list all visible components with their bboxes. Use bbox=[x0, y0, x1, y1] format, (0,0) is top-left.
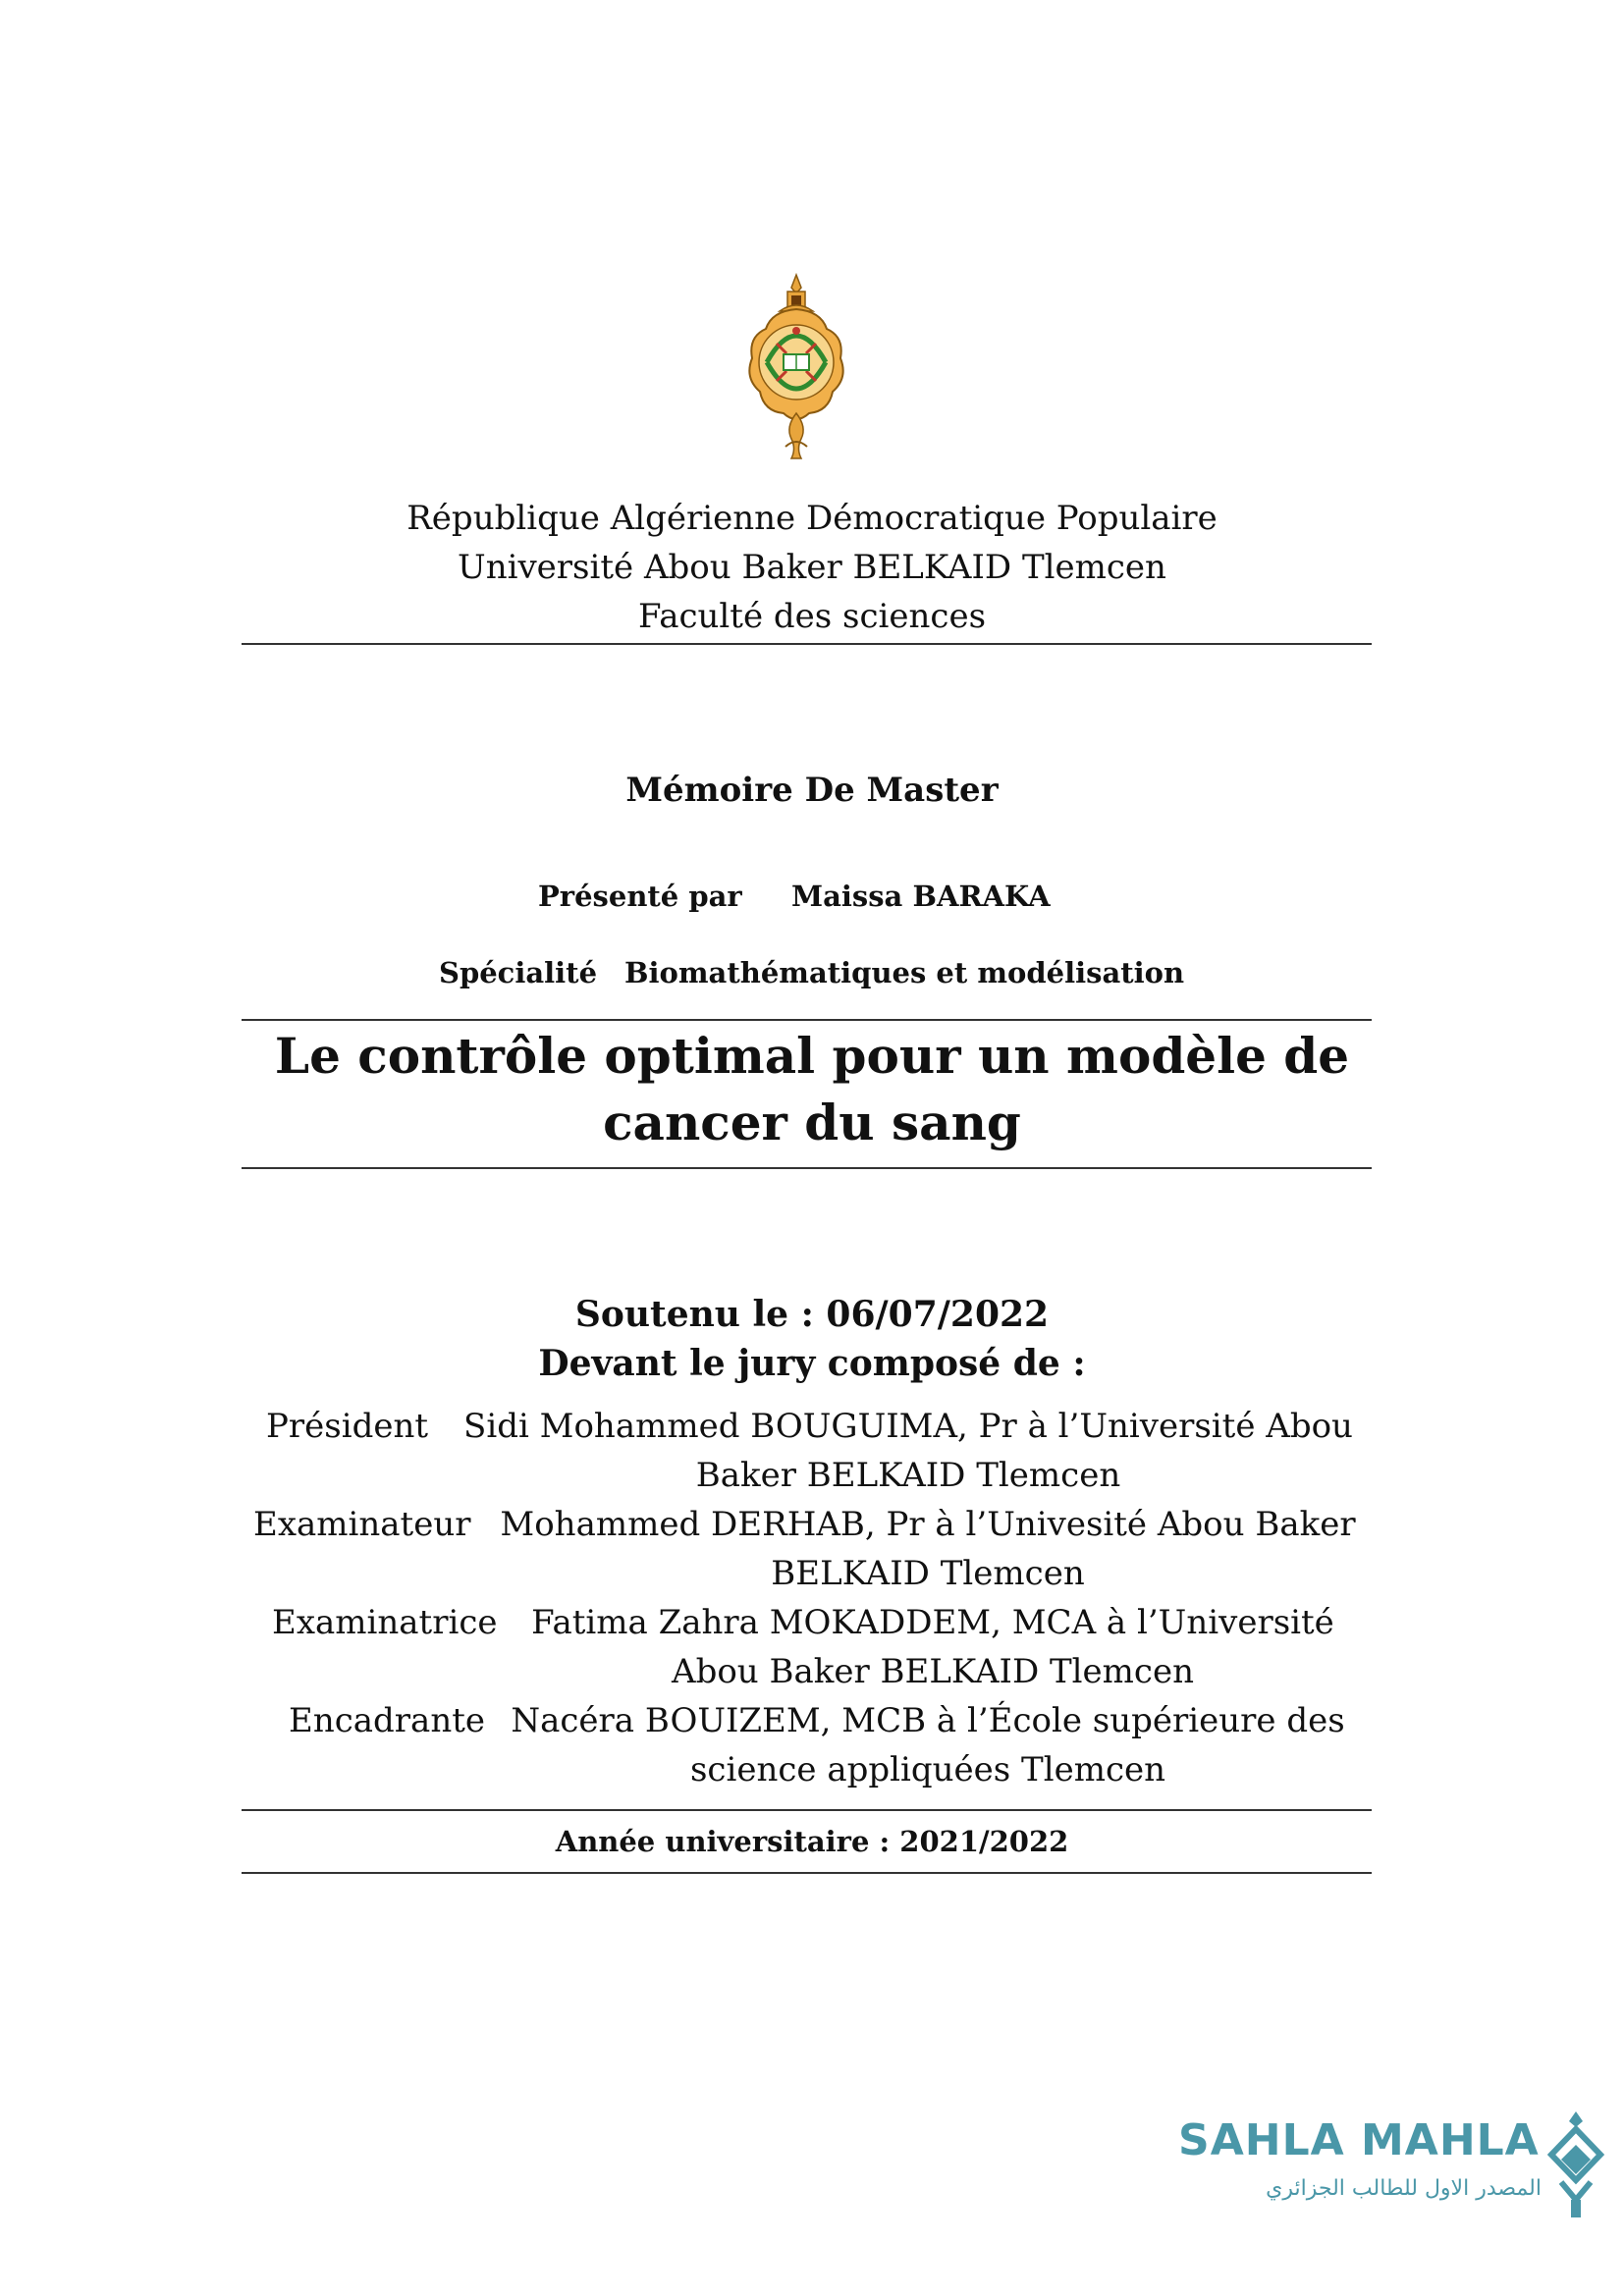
sahla-mahla-watermark bbox=[1173, 2106, 1615, 2233]
academic-year: Année universitaire : 2021/2022 bbox=[555, 1825, 1069, 1858]
jury-role: Encadrante bbox=[289, 1701, 485, 1740]
university-seal-icon bbox=[742, 270, 850, 466]
jury-member-line: Fatima Zahra MOKADDEM, MCA à l’Université bbox=[531, 1603, 1334, 1642]
thesis-title-line-1: Le contrôle optimal pour un modèle de bbox=[274, 1027, 1350, 1085]
jury-member-row bbox=[0, 1598, 1624, 1696]
title-bottom-divider bbox=[242, 1167, 1372, 1169]
university-logo bbox=[742, 270, 850, 466]
jury-member-line: Baker BELKAID Tlemcen bbox=[695, 1456, 1121, 1495]
defense-date: Soutenu le : 06/07/2022 bbox=[574, 1294, 1050, 1335]
faculty-line: Faculté des sciences bbox=[637, 597, 987, 636]
republic-line: République Algérienne Démocratique Populaire bbox=[406, 499, 1218, 538]
watermark-tagline: المصدر الاول للطالب الجزائري bbox=[1266, 2176, 1542, 2201]
speciality-label: Spécialité bbox=[439, 956, 598, 989]
thesis-title-line-2: cancer du sang bbox=[603, 1094, 1021, 1151]
jury-member-row bbox=[0, 1500, 1624, 1598]
sahla-mahla-logo-icon bbox=[1542, 2106, 1610, 2223]
memoir-type: Mémoire De Master bbox=[625, 771, 999, 810]
university-line: Université Abou Baker BELKAID Tlemcen bbox=[458, 548, 1166, 587]
author-name: Maissa BARAKA bbox=[791, 880, 1051, 913]
jury-intro: Devant le jury composé de : bbox=[538, 1343, 1086, 1384]
year-top-divider bbox=[242, 1809, 1372, 1811]
jury-member-line: Nacéra BOUIZEM, MCB à l’École supérieure des bbox=[511, 1701, 1345, 1740]
jury-member-line: Abou Baker BELKAID Tlemcen bbox=[672, 1652, 1194, 1691]
header-divider bbox=[242, 643, 1372, 645]
jury-member-line: BELKAID Tlemcen bbox=[771, 1554, 1085, 1593]
presented-by-label: Présenté par bbox=[538, 880, 742, 913]
jury-member-line: Mohammed DERHAB, Pr à l’Univesité Abou Baker bbox=[500, 1505, 1356, 1544]
jury-member-line: Sidi Mohammed BOUGUIMA, Pr à l’Université Abou bbox=[463, 1407, 1353, 1446]
watermark-brand: SAHLA MAHLA bbox=[1178, 2115, 1540, 2165]
jury-member-line: science appliquées Tlemcen bbox=[689, 1750, 1166, 1789]
jury-member-row bbox=[0, 1402, 1624, 1500]
jury-role: Examinateur bbox=[253, 1505, 471, 1544]
jury-role: Président bbox=[266, 1407, 429, 1446]
speciality-value: Biomathématiques et modélisation bbox=[624, 956, 1185, 989]
jury-member-row bbox=[0, 1696, 1624, 1794]
title-top-divider bbox=[242, 1019, 1372, 1021]
year-bottom-divider bbox=[242, 1872, 1372, 1874]
jury-role: Examinatrice bbox=[272, 1603, 498, 1642]
